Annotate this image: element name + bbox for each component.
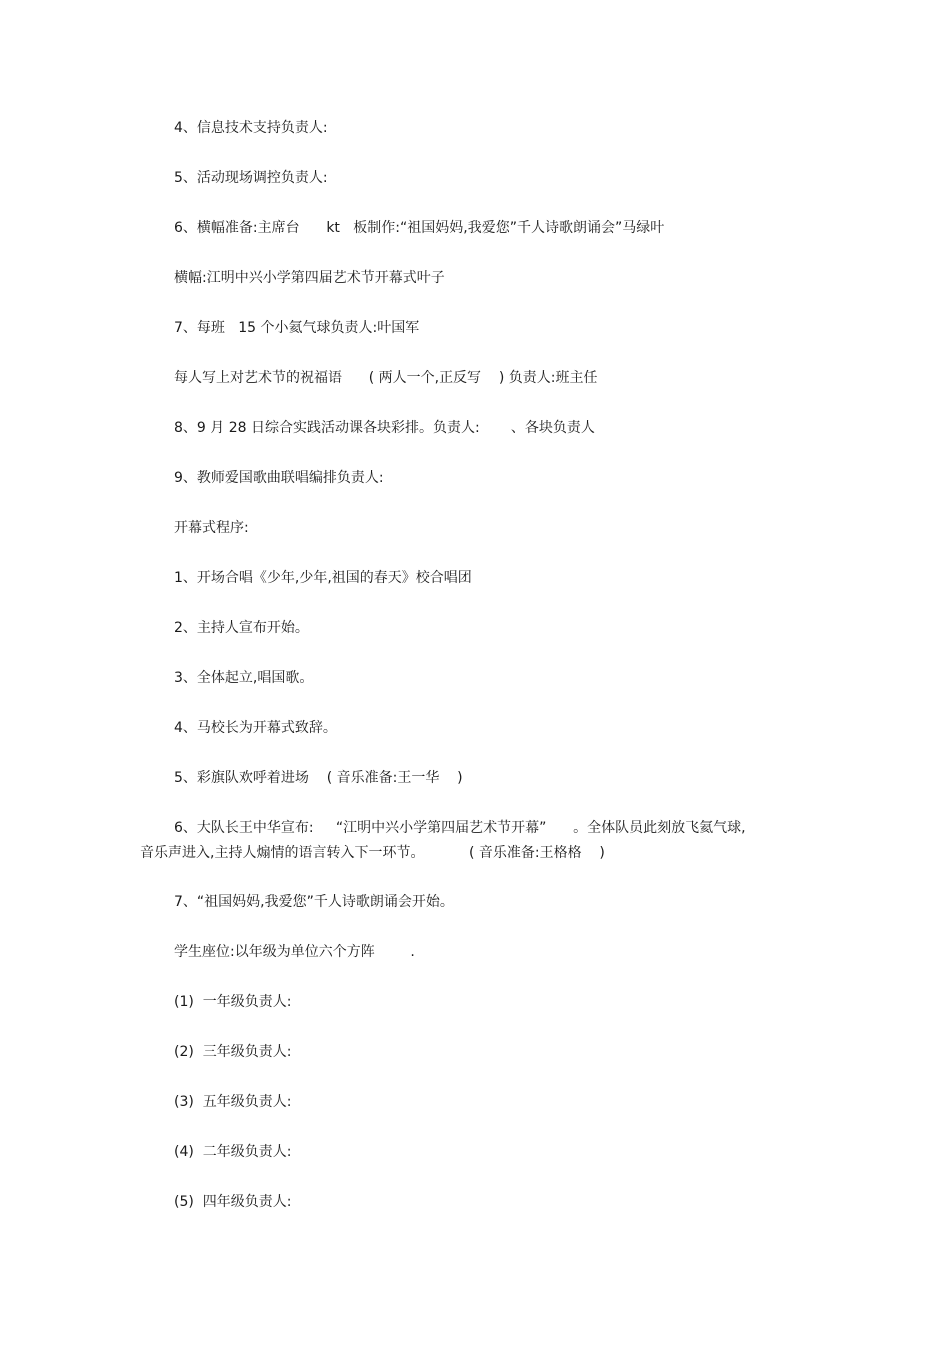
doc-line-onsite-control: 5、活动现场调控负责人:: [174, 170, 328, 186]
doc-line-program-6: 6、大队长王中华宣布: “江明中兴小学第四届艺术节开幕” 。全体队员此刻放飞氦气球,: [174, 820, 746, 836]
doc-line-grade-4: (5) 四年级负责人:: [174, 1194, 292, 1210]
doc-line-banner-prep: 6、横幅准备:主席台 kt 板制作:“祖国妈妈,我爱您”千人诗歌朗诵会”马绿叶: [174, 220, 665, 236]
doc-line-banner-text: 横幅:江明中兴小学第四届艺术节开幕式叶子: [174, 270, 445, 286]
doc-line-balloons: 7、每班 15 个小氦气球负责人:叶国军: [174, 320, 420, 336]
doc-line-program-6-cont: 音乐声进入,主持人煽情的语言转入下一环节。 ( 音乐准备:王格格 ): [140, 845, 605, 861]
doc-line-grade-5: (3) 五年级负责人:: [174, 1094, 292, 1110]
doc-line-it-support: 4、信息技术支持负责人:: [174, 120, 328, 136]
doc-line-grade-2: (4) 二年级负责人:: [174, 1144, 292, 1160]
doc-heading-program: 开幕式程序:: [174, 520, 249, 536]
doc-line-seating: 学生座位:以年级为单位六个方阵 .: [174, 944, 415, 960]
doc-line-program-3: 3、全体起立,唱国歌。: [174, 670, 314, 686]
doc-line-grade-1: (1) 一年级负责人:: [174, 994, 292, 1010]
doc-line-grade-3: (2) 三年级负责人:: [174, 1044, 292, 1060]
doc-line-program-5: 5、彩旗队欢呼着进场 ( 音乐准备:王一华 ): [174, 770, 463, 786]
doc-line-program-7: 7、“祖国妈妈,我爱您”千人诗歌朗诵会开始。: [174, 894, 454, 910]
doc-line-program-4: 4、马校长为开幕式致辞。: [174, 720, 337, 736]
doc-line-rehearsal: 8、9 月 28 日综合实践活动课各块彩排。负责人: 、各块负责人: [174, 420, 595, 436]
doc-line-wishes: 每人写上对艺术节的祝福语 ( 两人一个,正反写 ) 负责人:班主任: [174, 370, 598, 386]
doc-line-program-1: 1、开场合唱《少年,少年,祖国的春天》校合唱团: [174, 570, 472, 586]
doc-line-teacher-songs: 9、教师爱国歌曲联唱编排负责人:: [174, 470, 384, 486]
doc-line-program-2: 2、主持人宣布开始。: [174, 620, 309, 636]
